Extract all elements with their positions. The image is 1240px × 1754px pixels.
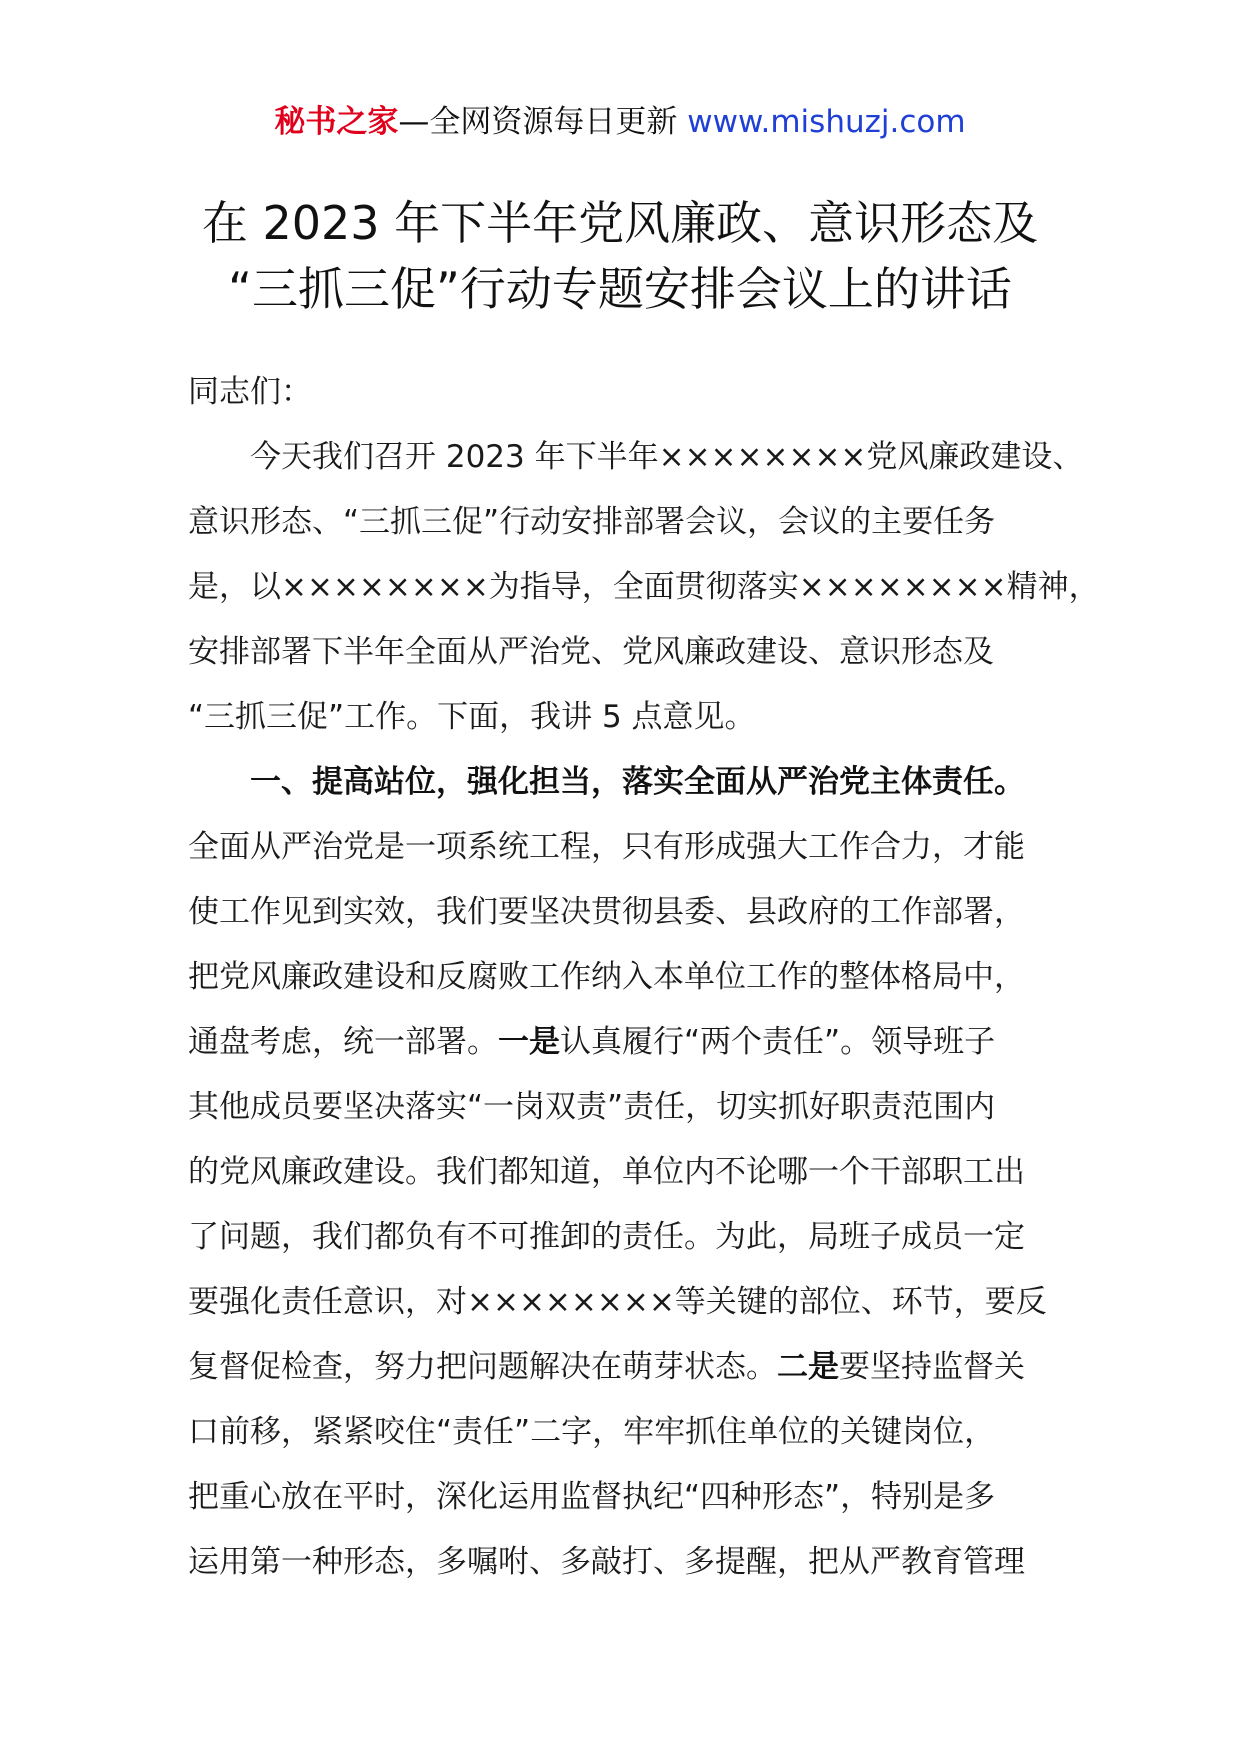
paragraph-line (188, 1010, 1088, 1075)
paragraph-line: 了问题，我们都负有不可推卸的责任。为此，局班子成员一定 (188, 1219, 1025, 1255)
document-body (188, 360, 1100, 1595)
paragraph-line: “三抓三促”工作。下面，我讲 5 点意见。 (188, 699, 756, 735)
salutation: 同志们： (188, 374, 312, 410)
line-text: 复督促检查，努力把问题解决在萌芽状态。 (188, 1349, 777, 1385)
paragraph-line: 运用第一种形态，多嘱咐、多敲打、多提醒，把从严教育管理 (188, 1544, 1025, 1580)
point-marker: 一是 (498, 1024, 560, 1060)
brand-name: 秘书之家 (274, 104, 399, 140)
paragraph-line (188, 1335, 1088, 1400)
document-title (120, 190, 1120, 322)
site-banner (0, 100, 1240, 144)
paragraph-line: 要强化责任意识，对××××××××等关键的部位、环节，要反 (188, 1284, 1047, 1320)
section-heading (188, 750, 1088, 815)
paragraph-line: 的党风廉政建设。我们都知道，单位内不论哪一个干部职工出 (188, 1154, 1025, 1190)
line-text: 通盘考虑，统一部署。 (188, 1024, 498, 1060)
paragraph-line: 其他成员要坚决落实“一岗双责”责任，切实抓好职责范围内 (188, 1089, 996, 1125)
title-line-2: “三抓三促”行动专题安排会议上的讲话 (228, 262, 1012, 316)
paragraph-line: 意识形态、“三抓三促”行动安排部署会议，会议的主要任务 (188, 504, 996, 540)
paragraph-line: 全面从严治党是一项系统工程，只有形成强大工作合力，才能 (188, 829, 1025, 865)
point-marker: 二是 (777, 1349, 839, 1385)
line-text: 要坚持监督关 (839, 1349, 1025, 1385)
section-heading-text: 一、提高站位，强化担当，落实全面从严治党主体责任。 (250, 764, 1025, 800)
paragraph-line: 使工作见到实效，我们要坚决贯彻县委、县政府的工作部署， (188, 894, 1025, 930)
paragraph-line: 是，以××××××××为指导，全面贯彻落实××××××××精神， (188, 569, 1100, 605)
paragraph-line: 口前移，紧紧咬住“责任”二字，牢牢抓住单位的关键岗位， (188, 1414, 996, 1450)
title-line-1: 在 2023 年下半年党风廉政、意识形态及 (201, 196, 1039, 250)
site-url-link[interactable]: www.mishuzj.com (687, 104, 966, 140)
line-text: 认真履行“两个责任”。领导班子 (560, 1024, 996, 1060)
paragraph-line: 安排部署下半年全面从严治党、党风廉政建设、意识形态及 (188, 634, 994, 670)
paragraph-line: 把党风廉政建设和反腐败工作纳入本单位工作的整体格局中， (188, 959, 1025, 995)
paragraph-line: 今天我们召开 2023 年下半年××××××××党风廉政建设、 (250, 439, 1084, 475)
banner-slogan: —全网资源每日更新 (398, 104, 688, 140)
paragraph-line: 把重心放在平时，深化运用监督执纪“四种形态”，特别是多 (188, 1479, 996, 1515)
